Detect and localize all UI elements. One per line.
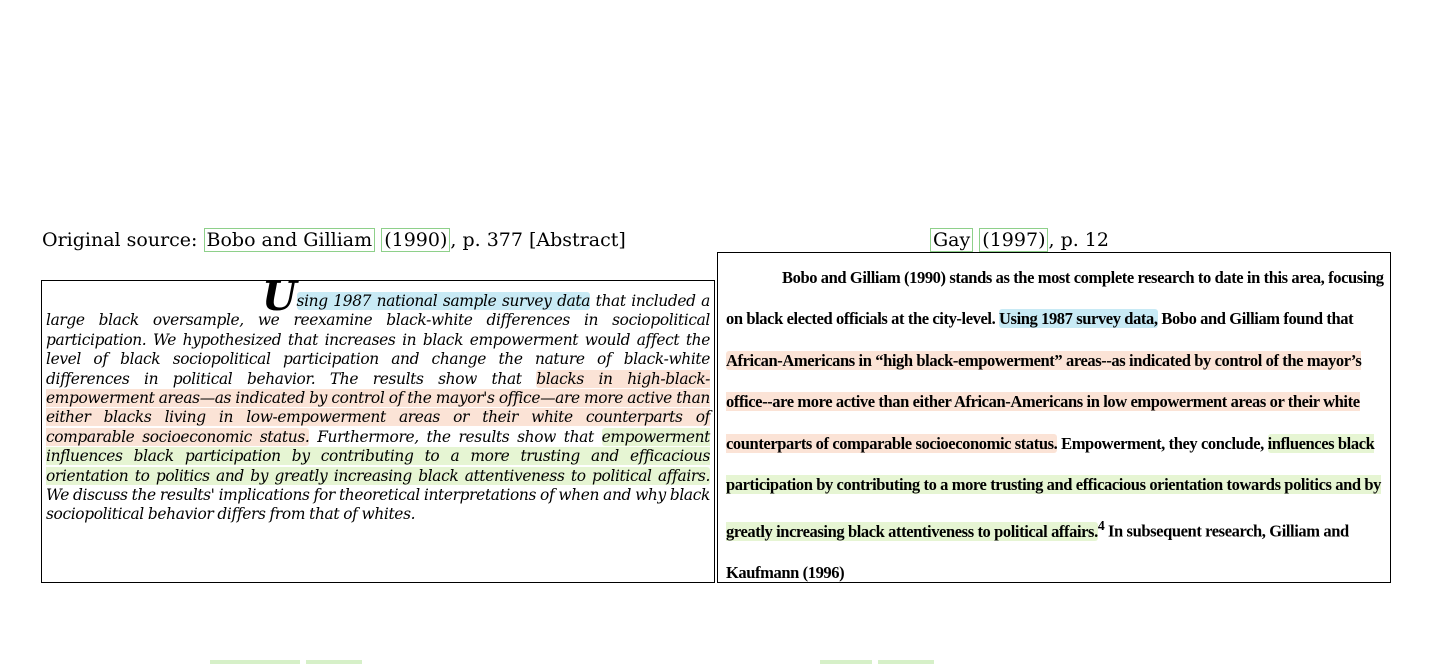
plain-text-span: Bobo and Gilliam (1990) stands as the most complete research to date in this area, focusing on black elected officials at the city-level.	[726, 268, 1384, 329]
highlight-peach-span: blacks in high-black-empowerment areas—as indicated by control of the mayor's office—are more active than either blacks living in low-empowerment areas or their white counterparts of comparable socioeconomic status.	[46, 369, 710, 446]
highlight-green-span: empowerment influences black participation by contributing to a more trusting and efficacious orientation to politics and by greatly increasing black attentiveness to political affairs.	[46, 427, 710, 485]
original-source-caption	[42, 226, 626, 254]
plain-text-span: We discuss the results' implications for theoretical interpretations of when and why black sociopolitical behavior differs from that of whites.	[46, 486, 710, 524]
highlight-blue-span: Using 1987 survey data,	[999, 309, 1158, 329]
plain-text-span: Bobo and Gilliam found that	[1157, 309, 1354, 329]
citation-authors-link[interactable]: Bobo and Gilliam	[204, 228, 376, 252]
plain-text-span: Furthermore, the results show that	[309, 427, 602, 446]
citation-authors-link[interactable]: Gay	[930, 228, 973, 252]
copied-source-caption	[930, 226, 1109, 254]
highlight-green-span: influences black participation by contributing to a more trusting and efficacious orientation towards politics and by greatly increasing black attentiveness to political affairs.	[726, 433, 1382, 541]
dropcap-letter: U	[262, 280, 297, 320]
caption-prefix: Original source:	[42, 229, 204, 251]
highlight-blue-span: sing 1987 national sample survey data	[296, 292, 591, 310]
copied-excerpt-text	[726, 257, 1386, 583]
footnote-marker: 4	[1097, 518, 1105, 534]
highlight-peach-span: African-Americans in “high black-empowerment” areas--as indicated by control of the mayor’s office--are more active than either African-Americans in low empowerment areas or their white counterparts of comparable socioeconomic status.	[726, 350, 1362, 453]
plain-text-span: In subsequent research, Gilliam and Kaufmann (1996)	[726, 521, 1349, 583]
highlight-fragment	[820, 660, 872, 664]
highlight-fragment	[210, 660, 300, 664]
citation-year-link[interactable]: (1997)	[979, 228, 1048, 252]
caption-page: , p. 12	[1048, 229, 1109, 251]
caption-page: , p. 377 [Abstract]	[450, 229, 626, 251]
citation-year-link[interactable]: (1990)	[381, 228, 450, 252]
highlight-fragment	[878, 660, 934, 664]
original-text-panel	[41, 280, 715, 583]
highlight-fragment	[306, 660, 362, 664]
copied-text-panel	[717, 252, 1391, 583]
plain-text-span: that included a large black oversample, we reexamine black-white differences in sociopolitical participation. We hypothesized that increases in black empowerment would affect the level of black sociopolitical participation and change the nature of black-white differences in political behavior. The results show that	[46, 292, 711, 388]
plain-text-span: Empowerment, they conclude,	[1057, 433, 1268, 453]
original-abstract-text	[46, 280, 711, 525]
